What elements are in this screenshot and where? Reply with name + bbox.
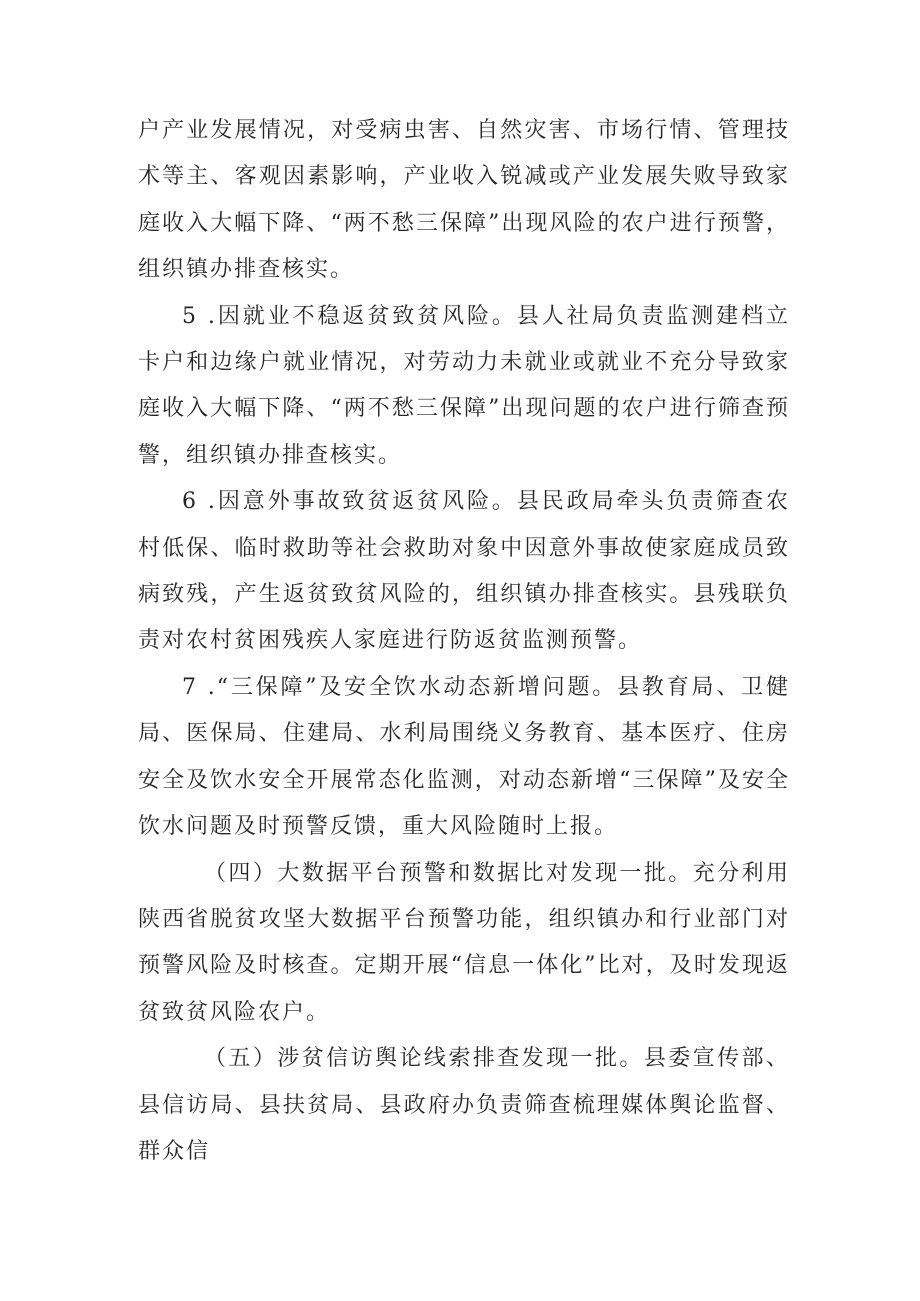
paragraph-industry-continuation: 户产业发展情况，对受病虫害、自然灾害、市场行情、管理技术等主、客观因素影响，产业收入锐减或产业发展失败导致家庭收入大幅下降、“两不愁三保障”出现风险的农户进行预警，组织镇办排查核实。 — [138, 118, 790, 283]
paragraph-big-data-platform: （四）大数据平台预警和数据比对发现一批。充分利用陕西省脱贫攻坚大数据平台预警功能，组织镇办和行业部门对预警风险及时核查。定期开展“信息一体化”比对，及时发现返贫致贫风险农户。 — [138, 860, 790, 1025]
paragraph-petition-opinion: （五）涉贫信访舆论线索排查发现一批。县委宣传部、县信访局、县扶贫局、县政府办负责筛查梳理媒体舆论监督、群众信 — [138, 1046, 790, 1164]
paragraph-accident-risk: 6 .因意外事故致贫返贫风险。县民政局牵头负责筛查农村低保、临时救助等社会救助对象中因意外事故使家庭成员致病致残，产生返贫致贫风险的，组织镇办排查核实。县残联负责对农村贫困残疾人家庭进行防返贫监测预警。 — [138, 489, 790, 654]
document-body — [138, 108, 790, 1175]
paragraph-three-guarantees: 7 .“三保障”及安全饮水动态新增问题。县教育局、卫健局、医保局、住建局、水利局围绕义务教育、基本医疗、住房安全及饮水安全开展常态化监测，对动态新增“三保障”及安全饮水问题及时预警反馈，重大风险随时上报。 — [138, 674, 790, 840]
paragraph-employment-risk: 5 .因就业不稳返贫致贫风险。县人社局负责监测建档立卡户和边缘户就业情况，对劳动力未就业或就业不充分导致家庭收入大幅下降、“两不愁三保障”出现问题的农户进行筛查预警，组织镇办排查核实。 — [138, 303, 790, 468]
